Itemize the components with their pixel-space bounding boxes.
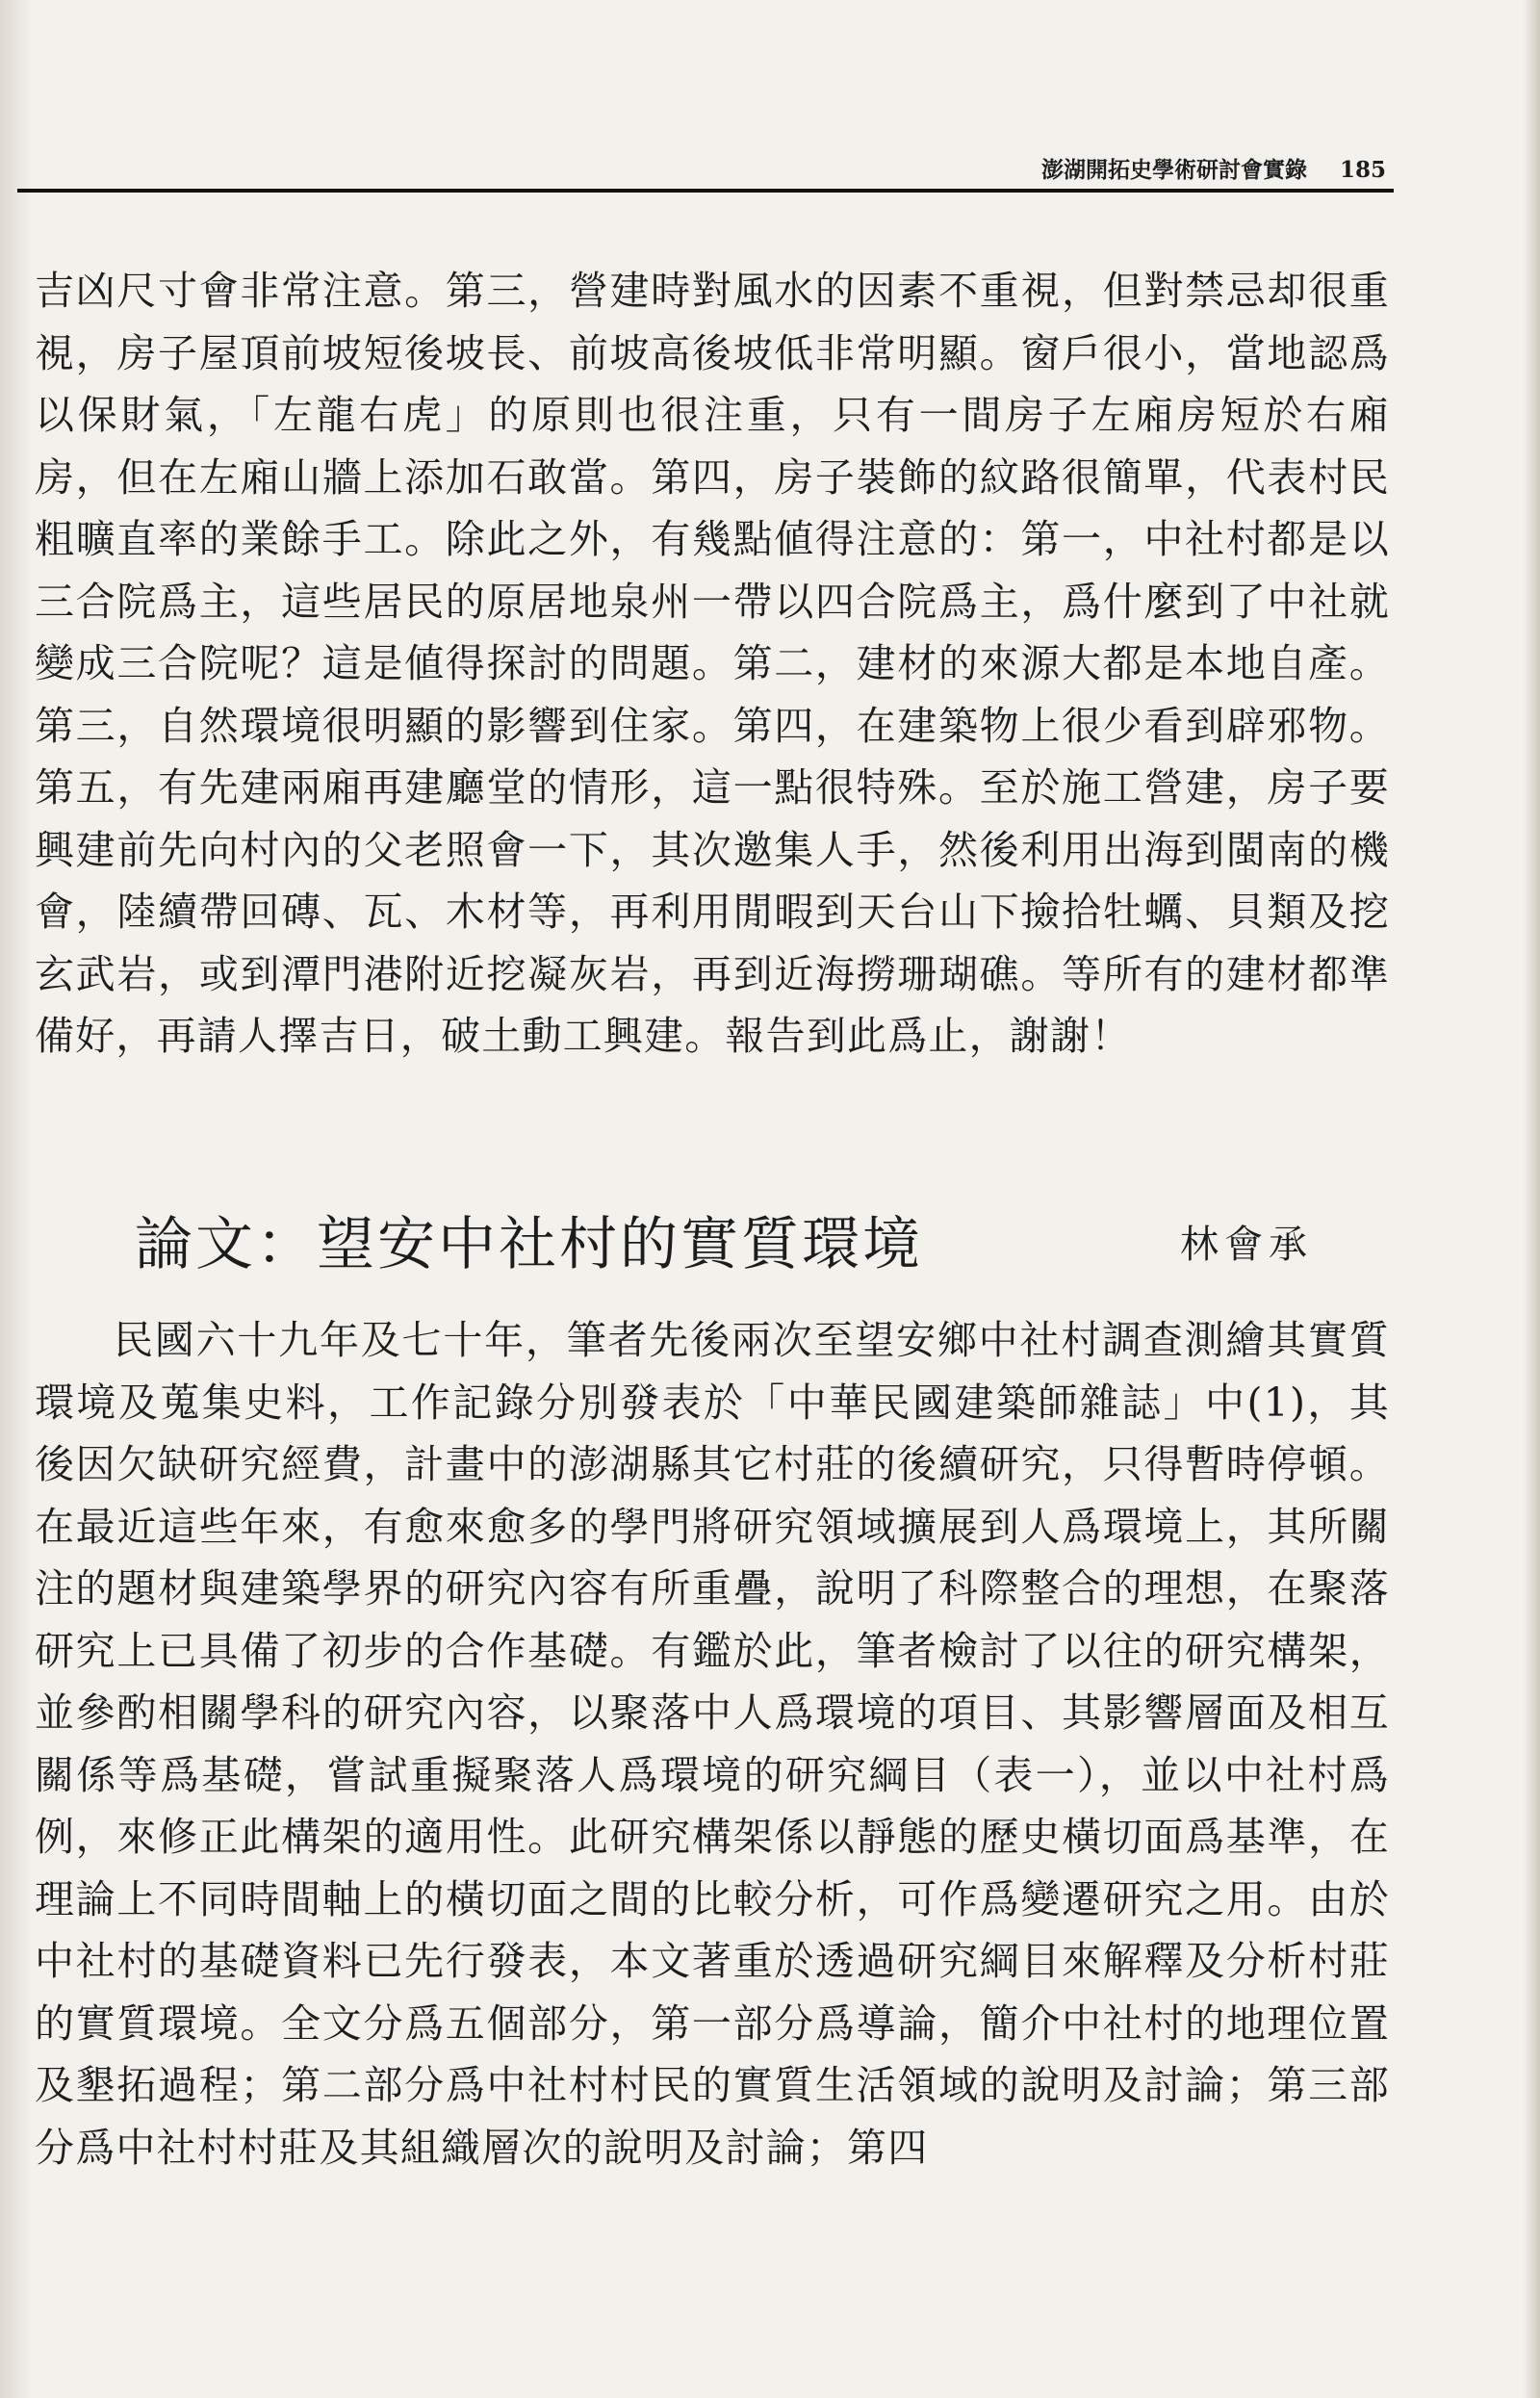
running-header: [962, 152, 1386, 184]
article-author: 林會承: [1180, 1223, 1313, 1267]
page-edge: [1523, 0, 1540, 2398]
article-title: 論文：望安中社村的實質環境: [135, 1211, 923, 1278]
page-number: 185: [1339, 157, 1386, 183]
article-heading: [135, 1201, 1367, 1288]
header-rule: [17, 189, 1394, 193]
body-paragraph-article-intro: 民國六十九年及七十年，筆者先後兩次至望安鄉中社村調查測繪其實質環境及蒐集史料，工作記錄分別發表於「中華民國建築師雜誌」中(1)，其後因欠缺研究經費，計畫中的澎湖縣其它村莊的後續研究，只得暫時停頓。在最近這些年來，有愈來愈多的學門將研究領域擴展到人爲環境上，其所關注的題材與建築學界的研究內容有所重疊，說明了科際整合的理想，在聚落研究上已具備了初步的合作基礎。有鑑於此，筆者檢討了以往的研究構架，並參酌相關學科的研究內容，以聚落中人爲環境的項目、其影響層面及相互關係等爲基礎，嘗試重擬聚落人爲環境的研究綱目（表一），並以中社村爲例，來修正此構架的適用性。此研究構架係以靜態的歷史橫切面爲基準，在理論上不同時間軸上的橫切面之間的比較分析，可作爲變遷研究之用。由於中社村的基礎資料已先行發表，本文著重於透過研究綱目來解釋及分析村莊的實質環境。全文分爲五個部分，第一部分爲導論，簡介中社村的地理位置及墾拓過程；第二部分爲中社村村民的實質生活領域的說明及討論；第三部分爲中社村村莊及其組織層次的說明及討論；第四: [35, 1317, 1390, 2171]
body-paragraph-previous-report: 吉凶尺寸會非常注意。第三，營建時對風水的因素不重視，但對禁忌却很重視，房子屋頂前坡短後坡長、前坡高後坡低非常明顯。窗戶很小，當地認爲以保財氣，「左龍右虎」的原則也很注重，只有一間房子左廂房短於右廂房，但在左廂山牆上添加石敢當。第四，房子裝飾的紋路很簡單，代表村民粗曠直率的業餘手工。除此之外，有幾點値得注意的：第一，中社村都是以三合院爲主，這些居民的原居地泉州一帶以四合院爲主，爲什麼到了中社就變成三合院呢？這是値得探討的問題。第二，建材的來源大都是本地自產。第三，自然環境很明顯的影響到住家。第四，在建築物上很少看到辟邪物。第五，有先建兩廂再建廳堂的情形，這一點很特殊。至於施工營建，房子要興建前先向村內的父老照會一下，其次邀集人手，然後利用出海到閩南的機會，陸續帶回磚、瓦、木材等，再利用閒暇到天台山下撿拾牡蠣、貝類及挖玄武岩，或到潭門港附近挖凝灰岩，再到近海撈珊瑚礁。等所有的建材都準備好，再請人擇吉日，破土動工興建。報告到此爲止，謝謝！: [35, 268, 1390, 1059]
page-gutter-shadow: [0, 0, 33, 2398]
journal-title: 澎湖開拓史學術研討會實錄: [1040, 157, 1307, 183]
